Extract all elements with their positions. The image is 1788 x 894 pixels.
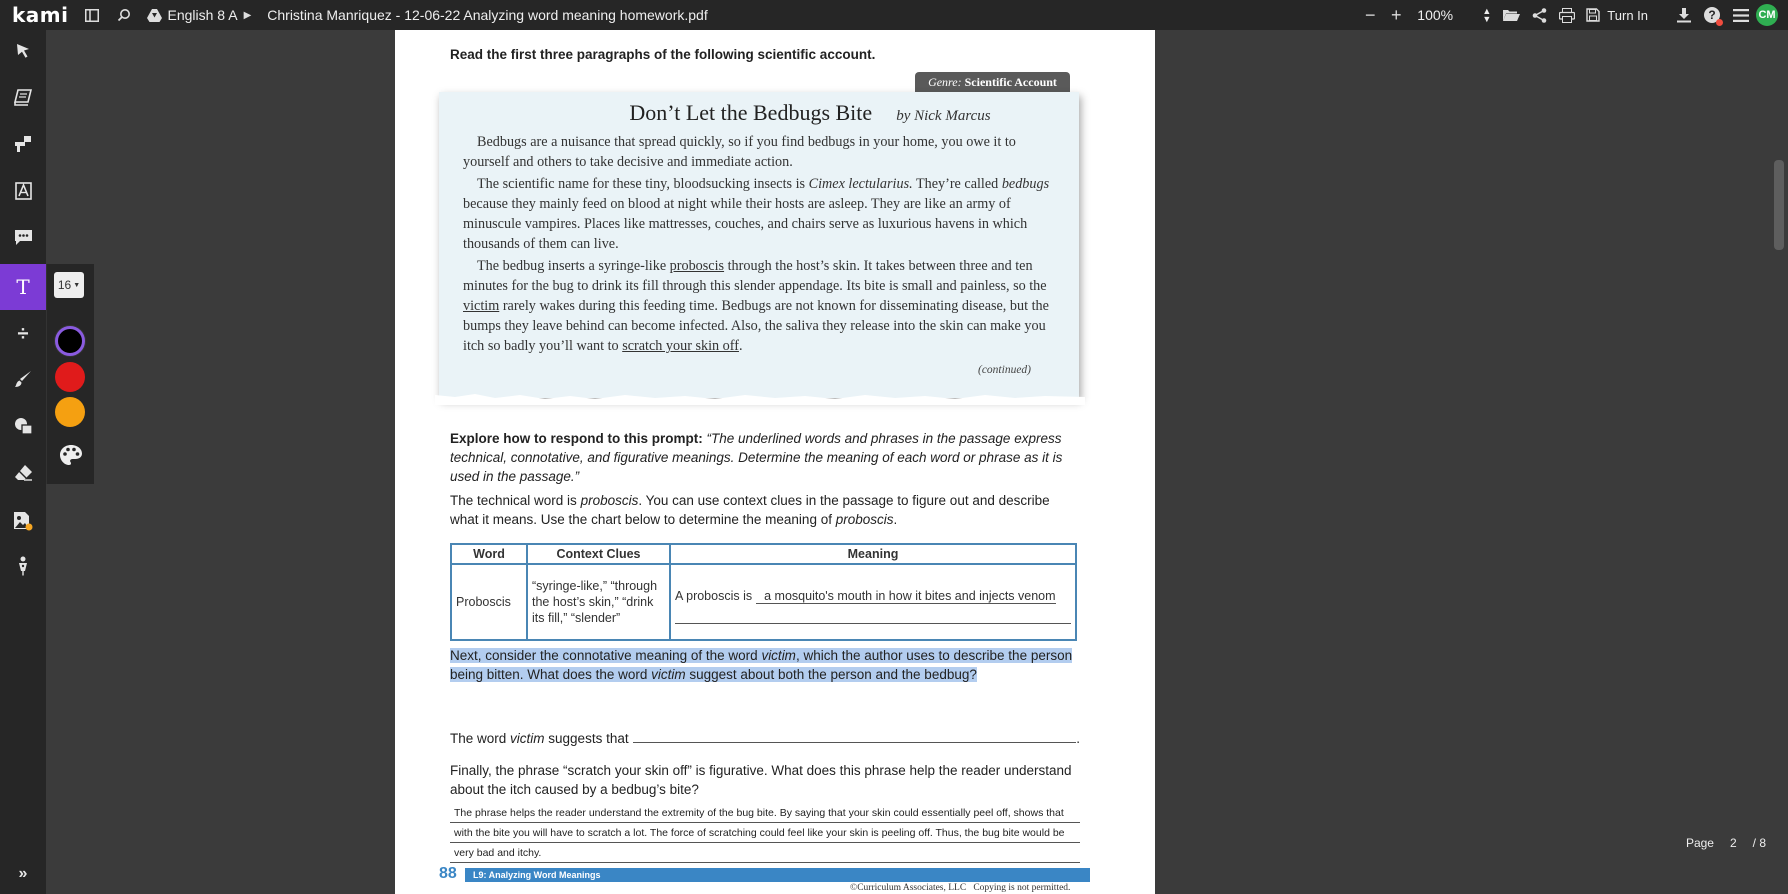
word-text-a: The word: [450, 731, 511, 746]
figurative-answer[interactable]: [450, 803, 1080, 863]
image-add-icon: [13, 511, 33, 531]
caret-down-icon: ▼: [73, 281, 81, 289]
text-options-panel: [46, 264, 94, 484]
add-media-tool-button[interactable]: [0, 501, 46, 541]
passage-byline: by Nick Marcus: [896, 108, 991, 124]
passage-paragraph-1: [463, 132, 1063, 172]
shapes-icon: [14, 417, 33, 440]
explore-label: Explore how to respond to this prompt:: [450, 431, 703, 446]
print-icon[interactable]: [1553, 8, 1581, 23]
genre-value: Scientific Account: [964, 74, 1057, 89]
shape-tool-button[interactable]: [0, 408, 46, 448]
user-avatar[interactable]: CM: [1756, 4, 1778, 26]
header-word: Word: [451, 544, 527, 564]
next-victim-2: victim: [651, 667, 686, 682]
pen-nib-icon: [17, 556, 29, 581]
word-text-b: suggests that: [544, 731, 629, 746]
caret-right-icon: ▶: [243, 9, 252, 21]
p3-text-d: .: [738, 338, 743, 354]
page-indicator: [1686, 836, 1766, 850]
turn-in-button[interactable]: Turn In: [1607, 7, 1648, 23]
kami-logo[interactable]: kami: [12, 3, 69, 27]
p3-text-b: through the host’s skin. It takes between three and ten minutes for the bug to drink its fill through this slender appendage. Its bite is small and painless, so the: [463, 258, 1047, 294]
vertical-scrollbar[interactable]: [1770, 30, 1788, 894]
top-bar: [0, 0, 1788, 30]
page-current-input[interactable]: 2: [1729, 836, 1737, 850]
zoom-stepper-icon: ▲ ▼: [1482, 6, 1492, 24]
book-icon: [14, 89, 32, 111]
equation-tool-button[interactable]: [0, 314, 46, 354]
word-victim: victim: [510, 731, 545, 746]
passage-paragraph-2: [463, 174, 1063, 254]
share-icon[interactable]: [1525, 8, 1553, 23]
header-meaning: Meaning: [670, 544, 1076, 564]
cursor-arrow-icon: [16, 43, 30, 64]
file-name: Christina Manriquez - 12-06-22 Analyzing word meaning homework.pdf: [267, 7, 708, 23]
passage-title: Don’t Let the Bedbugs Bite: [629, 100, 873, 125]
next-text-c: suggest about both the person and the bedbug?: [685, 667, 977, 682]
class-name[interactable]: English 8 A: [167, 7, 238, 23]
menu-icon[interactable]: [1726, 9, 1756, 22]
zoom-in-icon[interactable]: +: [1391, 4, 1402, 25]
continued-label: (continued): [978, 364, 1032, 376]
draw-tool-button[interactable]: [0, 361, 46, 401]
p1-text: Bedbugs are a nuisance that spread quickly, so if you find bedbugs in your home, you owe it to yourself and others to take decisive and immediate action.: [463, 134, 1016, 170]
passage-paragraph-3: [463, 256, 1063, 356]
figurative-prompt: Finally, the phrase “scratch your skin off” is figurative. What does this phrase help the reader understand about the itch caused by a bedbug’s bite?: [450, 763, 1072, 797]
chart-row: [451, 564, 1076, 640]
highlighter-icon: [14, 135, 32, 158]
next-victim: victim: [761, 648, 796, 663]
explore-prompt: [450, 429, 1080, 486]
page-number: 88: [439, 865, 457, 882]
page-label: Page: [1685, 836, 1714, 850]
save-icon[interactable]: [1581, 8, 1605, 22]
divide-icon: ÷: [17, 322, 29, 345]
toolbar-right: [1357, 0, 1788, 30]
tool-sidebar: [0, 30, 46, 894]
search-icon[interactable]: [115, 6, 133, 24]
p2-text-b: They’re called: [912, 176, 1002, 192]
p3-text-c: rarely wakes during this feeding time. Bedbugs are not known for disseminating disease, but the bumps they leave behind can become infected. Also, the saliva they release into the skin can make you itch so badly you’ll want to: [463, 298, 1049, 354]
victim-answer-line[interactable]: [450, 729, 1080, 746]
notification-dot-icon: [1716, 19, 1723, 26]
cell-context-clues: “syringe-like,” “through the host’s skin,” “drink its fill,” “slender”: [527, 564, 670, 640]
select-tool-button[interactable]: [0, 33, 46, 73]
next-text-b: , which the author uses to describe the person being bitten. What does the word: [450, 648, 1073, 682]
genre-label: Genre:: [928, 74, 962, 89]
expand-sidebar-button[interactable]: [0, 854, 46, 894]
color-swatch-orange[interactable]: [55, 397, 85, 427]
font-size-value: 16: [57, 278, 72, 292]
color-swatch-black[interactable]: [55, 326, 85, 356]
sidebar-toggle-icon[interactable]: [83, 6, 101, 24]
text-t-icon: T: [16, 275, 30, 299]
folder-open-icon[interactable]: [1497, 8, 1525, 22]
help-icon[interactable]: ?: [1698, 7, 1726, 23]
download-icon[interactable]: [1670, 8, 1698, 23]
breadcrumb[interactable]: [147, 7, 252, 23]
font-size-select[interactable]: [54, 272, 84, 298]
p2-text-a: The scientific name for these tiny, bloodsucking insects is: [477, 176, 809, 192]
genre-tab: [915, 72, 1070, 92]
next-text-a: Next, consider the connotative meaning of the word: [450, 648, 762, 663]
footer-label: L9: Analyzing Word Meanings: [473, 870, 601, 880]
cell-meaning[interactable]: [670, 564, 1076, 640]
period: .: [1076, 731, 1080, 746]
tech-text-c: .: [893, 512, 898, 527]
zoom-select[interactable]: [1417, 7, 1497, 23]
markup-tool-button[interactable]: [0, 80, 46, 120]
scientific-name: Cimex lectularius.: [808, 176, 913, 192]
double-chevron-right-icon: »: [18, 865, 28, 882]
copyright-text: ©Curriculum Associates, LLC Copying is not permitted.: [850, 883, 1071, 893]
tech-word-2: proboscis: [835, 512, 894, 527]
text-box-icon: [15, 182, 32, 205]
tech-word: proboscis: [580, 493, 639, 508]
lesson-footer-bar: [465, 868, 1090, 882]
underlined-proboscis: proboscis: [669, 258, 725, 274]
blank-line: [633, 729, 1077, 743]
explore-quote: “The underlined words and phrases in the passage express technical, connotative, and figurative meanings. Determine the meaning of each word or phrase as it is used in the passage.”: [450, 431, 1063, 484]
page-total: / 8: [1752, 836, 1766, 850]
color-swatch-red[interactable]: [55, 362, 85, 392]
comment-icon: [14, 229, 33, 251]
document-page: [395, 30, 1155, 894]
zoom-out-icon[interactable]: −: [1365, 4, 1376, 25]
meaning-answer-text[interactable]: a mosquito's mouth in how it bites and injects venom: [756, 589, 1055, 604]
meaning-prefix: A proboscis is: [675, 588, 753, 603]
drive-icon: [147, 9, 162, 22]
eraser-icon: [14, 464, 33, 486]
paintbrush-icon: [14, 370, 32, 393]
chart-header-row: [451, 544, 1076, 564]
zoom-level: 100%: [1417, 7, 1454, 23]
p2-text-c: because they mainly feed on blood at night while their hosts are asleep. They are like an army of minuscule vampires. Places like mattresses, couches, and chairs serve as luxurious havens in which thousands of them can live.: [463, 196, 1028, 252]
underlined-scratch-phrase: scratch your skin off: [622, 338, 739, 354]
shapes-tool-button[interactable]: [0, 173, 46, 213]
connotative-prompt[interactable]: [450, 646, 1080, 684]
technical-word-text: [450, 491, 1080, 529]
cell-word: Proboscis: [451, 564, 527, 640]
passage-title-line: [395, 100, 1155, 126]
tech-text-a: The technical word is: [450, 493, 581, 508]
p3-text-a: The bedbug inserts a syringe-like: [477, 258, 670, 274]
eraser-tool-button[interactable]: [0, 455, 46, 495]
palette-icon[interactable]: [59, 444, 83, 471]
bedbugs-term: bedbugs: [1001, 176, 1050, 192]
figurative-answer-text[interactable]: The phrase helps the reader understand the extremity of the bug bite. By saying that your skin could essentially peel off, shows that with the bite you will have to scratch a lot. The force of scratching could feel like your skin is peeling off. Thus, the bug bite would be very bad and itchy.: [454, 807, 1065, 859]
instruction-text: Read the first three paragraphs of the following scientific account.: [450, 47, 876, 62]
text-tool-button[interactable]: [0, 264, 46, 310]
header-context-clues: Context Clues: [527, 544, 670, 564]
scrollbar-thumb[interactable]: [1774, 160, 1784, 250]
comment-tool-button[interactable]: [0, 220, 46, 260]
highlight-tool-button[interactable]: [0, 126, 46, 166]
meaning-answer-line: [675, 623, 1071, 624]
meaning-chart: [450, 543, 1077, 641]
tech-text-b: . You can use context clues in the passage to figure out and describe what it means. Use the chart below to determine the meaning of: [450, 493, 1050, 527]
torn-edge: [435, 391, 1085, 405]
underlined-victim: victim: [463, 298, 500, 314]
signature-tool-button[interactable]: [0, 548, 46, 588]
